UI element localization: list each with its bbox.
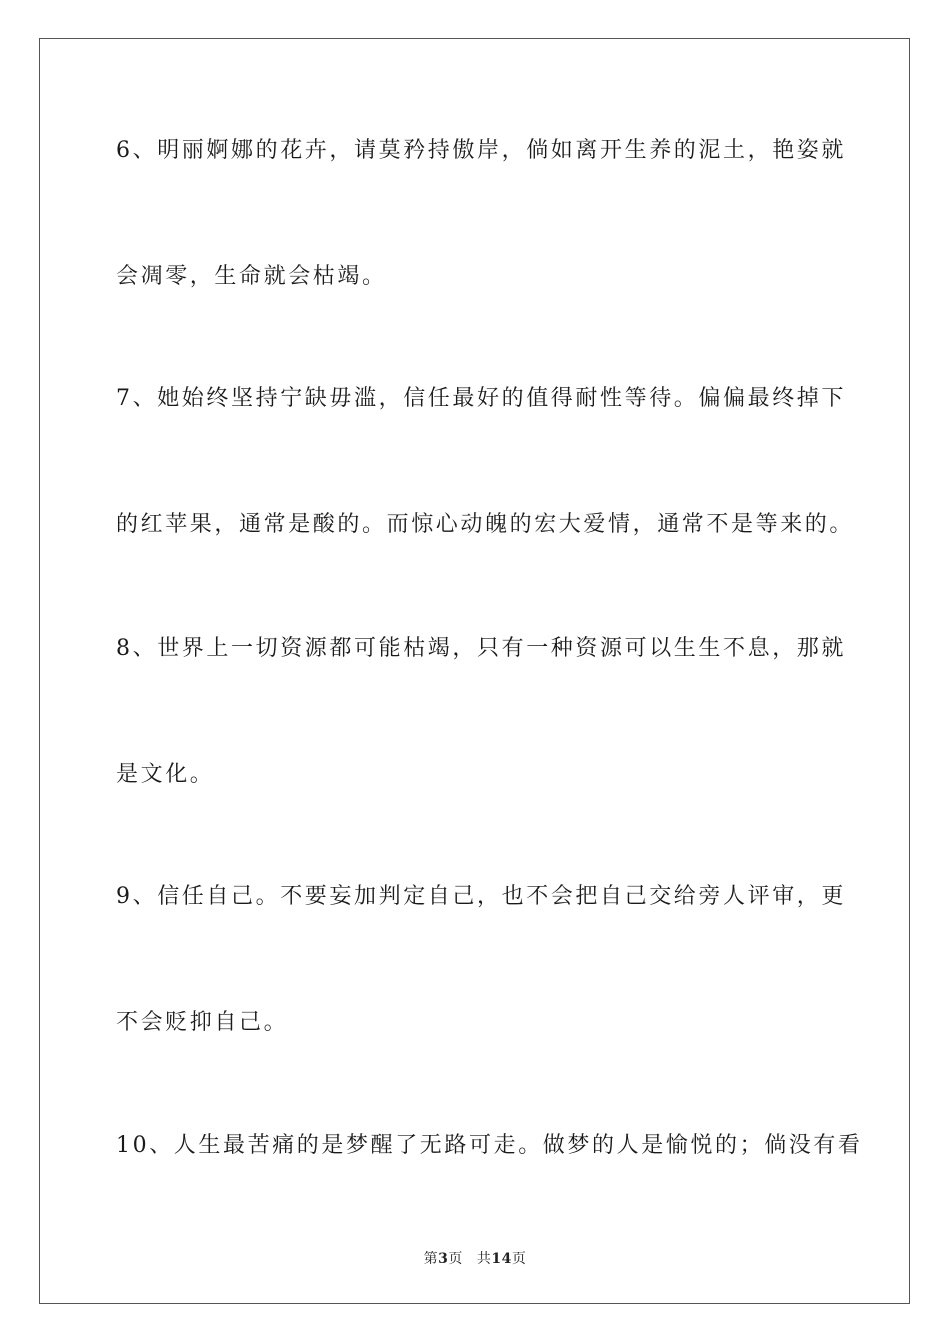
page-footer: [0, 1248, 950, 1268]
page-unit: 页: [448, 1251, 463, 1267]
text-line: 6、明丽婀娜的花卉，请莫矜持傲岸，倘如离开生养的泥土，艳姿就: [116, 138, 846, 163]
text-line: 8、世界上一切资源都可能枯竭，只有一种资源可以生生不息，那就: [116, 636, 846, 661]
text-line: 不会贬抑自己。: [116, 1010, 289, 1035]
text-line: 是文化。: [116, 762, 215, 787]
text-line: 10、人生最苦痛的是梦醒了无路可走。做梦的人是愉悦的；倘没有看: [116, 1133, 863, 1158]
page-prefix: 第: [423, 1251, 439, 1267]
current-page-number: 3: [438, 1251, 449, 1267]
total-page-count: 14: [491, 1251, 512, 1267]
page-border: [39, 38, 910, 1304]
total-prefix: 共: [476, 1251, 492, 1267]
text-line: 7、她始终坚持宁缺毋滥，信任最好的值得耐性等待。偏偏最终掉下: [116, 386, 846, 411]
text-line: 9、信任自己。不要妄加判定自己，也不会把自己交给旁人评审，更: [116, 884, 846, 909]
total-unit: 页: [511, 1251, 527, 1267]
text-line: 的红苹果，通常是酸的。而惊心动魄的宏大爱情，通常不是等来的。: [116, 512, 855, 537]
text-line: 会凋零，生命就会枯竭。: [116, 264, 387, 289]
